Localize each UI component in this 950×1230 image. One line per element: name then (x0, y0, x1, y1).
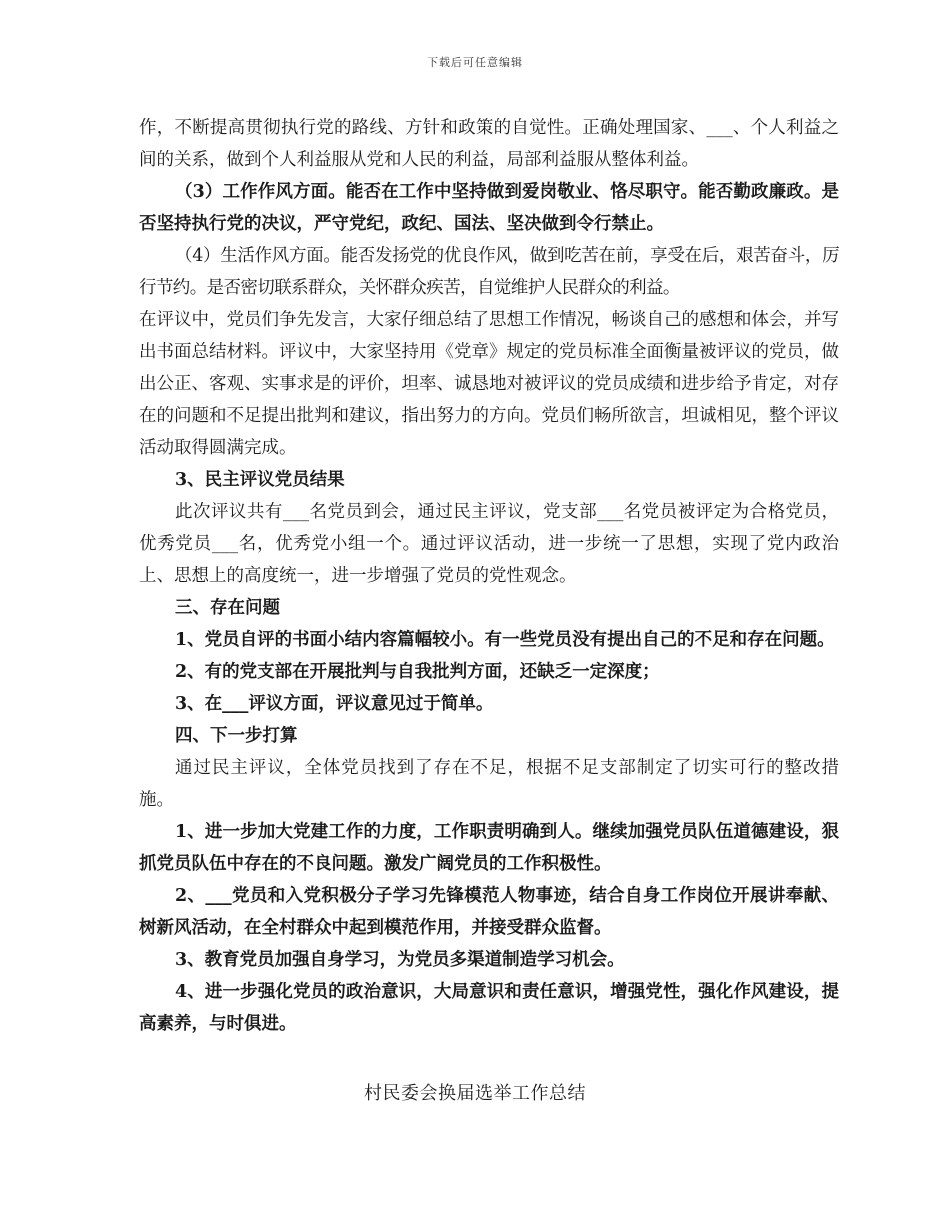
next-step-item-4: 4、进一步强化党员的政治意识，大局意识和责任意识，增强党性，强化作风建设，提高素养，与时俱进。 (139, 982, 839, 1034)
next-document-title: 村民委会换届选举工作总结 (364, 1083, 586, 1104)
section-heading-results: 3、民主评议党员结果 (175, 470, 345, 490)
problem-item-2: 2、有的党支部在开展批判与自我批判方面，还缺乏一定深度； (175, 662, 660, 682)
page-header: 下载后可任意编辑 (427, 56, 523, 69)
section-heading-next-steps: 四、下一步打算 (175, 726, 298, 746)
paragraph-results: 此次评议共有___名党员到会，通过民主评议，党支部___名党员被评定为合格党员，优秀党员___名，优秀党小组一个。通过评议活动，进一步统一了思想，实现了党内政治上、思想上的高度统一，进一步增强了党员的党性观念。 (139, 502, 839, 586)
document-body (139, 112, 839, 1040)
next-step-item-1: 1、进一步加大党建工作的力度，工作职责明确到人。继续加强党员队伍道德建设，狠抓党员队伍中存在的不良问题。激发广阔党员的工作积极性。 (139, 822, 839, 874)
paragraph-life-style: （4）生活作风方面。能否发扬党的优良作风，做到吃苦在前，享受在后，艰苦奋斗，厉行节约。是否密切联系群众，关怀群众疾苦，自觉维护人民群众的利益。 (139, 246, 839, 298)
paragraph-work-style: （3）工作作风方面。能否在工作中坚持做到爱岗敬业、恪尽职守。能否勤政廉政。是否坚持执行党的决议，严守党纪，政纪、国法、坚决做到令行禁止。 (139, 182, 839, 234)
problem-item-3: 3、在___评议方面，评议意见过于简单。 (175, 694, 494, 714)
paragraph-discussion: 在评议中，党员们争先发言，大家仔细总结了思想工作情况，畅谈自己的感想和体会，并写出书面总结材料。评议中，大家坚持用《党章》规定的党员标准全面衡量被评议的党员，做出公正、客观、实事求是的评价，坦率、诚恳地对被评议的党员成绩和进步给予肯定，对存在的问题和不足提出批判和建议，指出努力的方向。党员们畅所欲言，坦诚相见，整个评议活动取得圆满完成。 (139, 310, 839, 458)
section-heading-problems: 三、存在问题 (175, 598, 280, 618)
paragraph-next-steps-intro: 通过民主评议，全体党员找到了存在不足，根据不足支部制定了切实可行的整改措施。 (139, 758, 839, 810)
next-step-item-2: 2、___党员和入党积极分子学习先锋模范人物事迹，结合自身工作岗位开展讲奉献、树新风活动，在全村群众中起到模范作用，并接受群众监督。 (139, 886, 839, 938)
problem-item-1: 1、党员自评的书面小结内容篇幅较小。有一些党员没有提出自己的不足和存在问题。 (175, 630, 835, 650)
paragraph-political-continued: 作，不断提高贯彻执行党的路线、方针和政策的自觉性。正确处理国家、___、个人利益之间的关系，做到个人利益服从党和人民的利益，局部利益服从整体利益。 (139, 118, 839, 170)
next-step-item-3: 3、教育党员加强自身学习，为党员多渠道制造学习机会。 (175, 950, 625, 970)
